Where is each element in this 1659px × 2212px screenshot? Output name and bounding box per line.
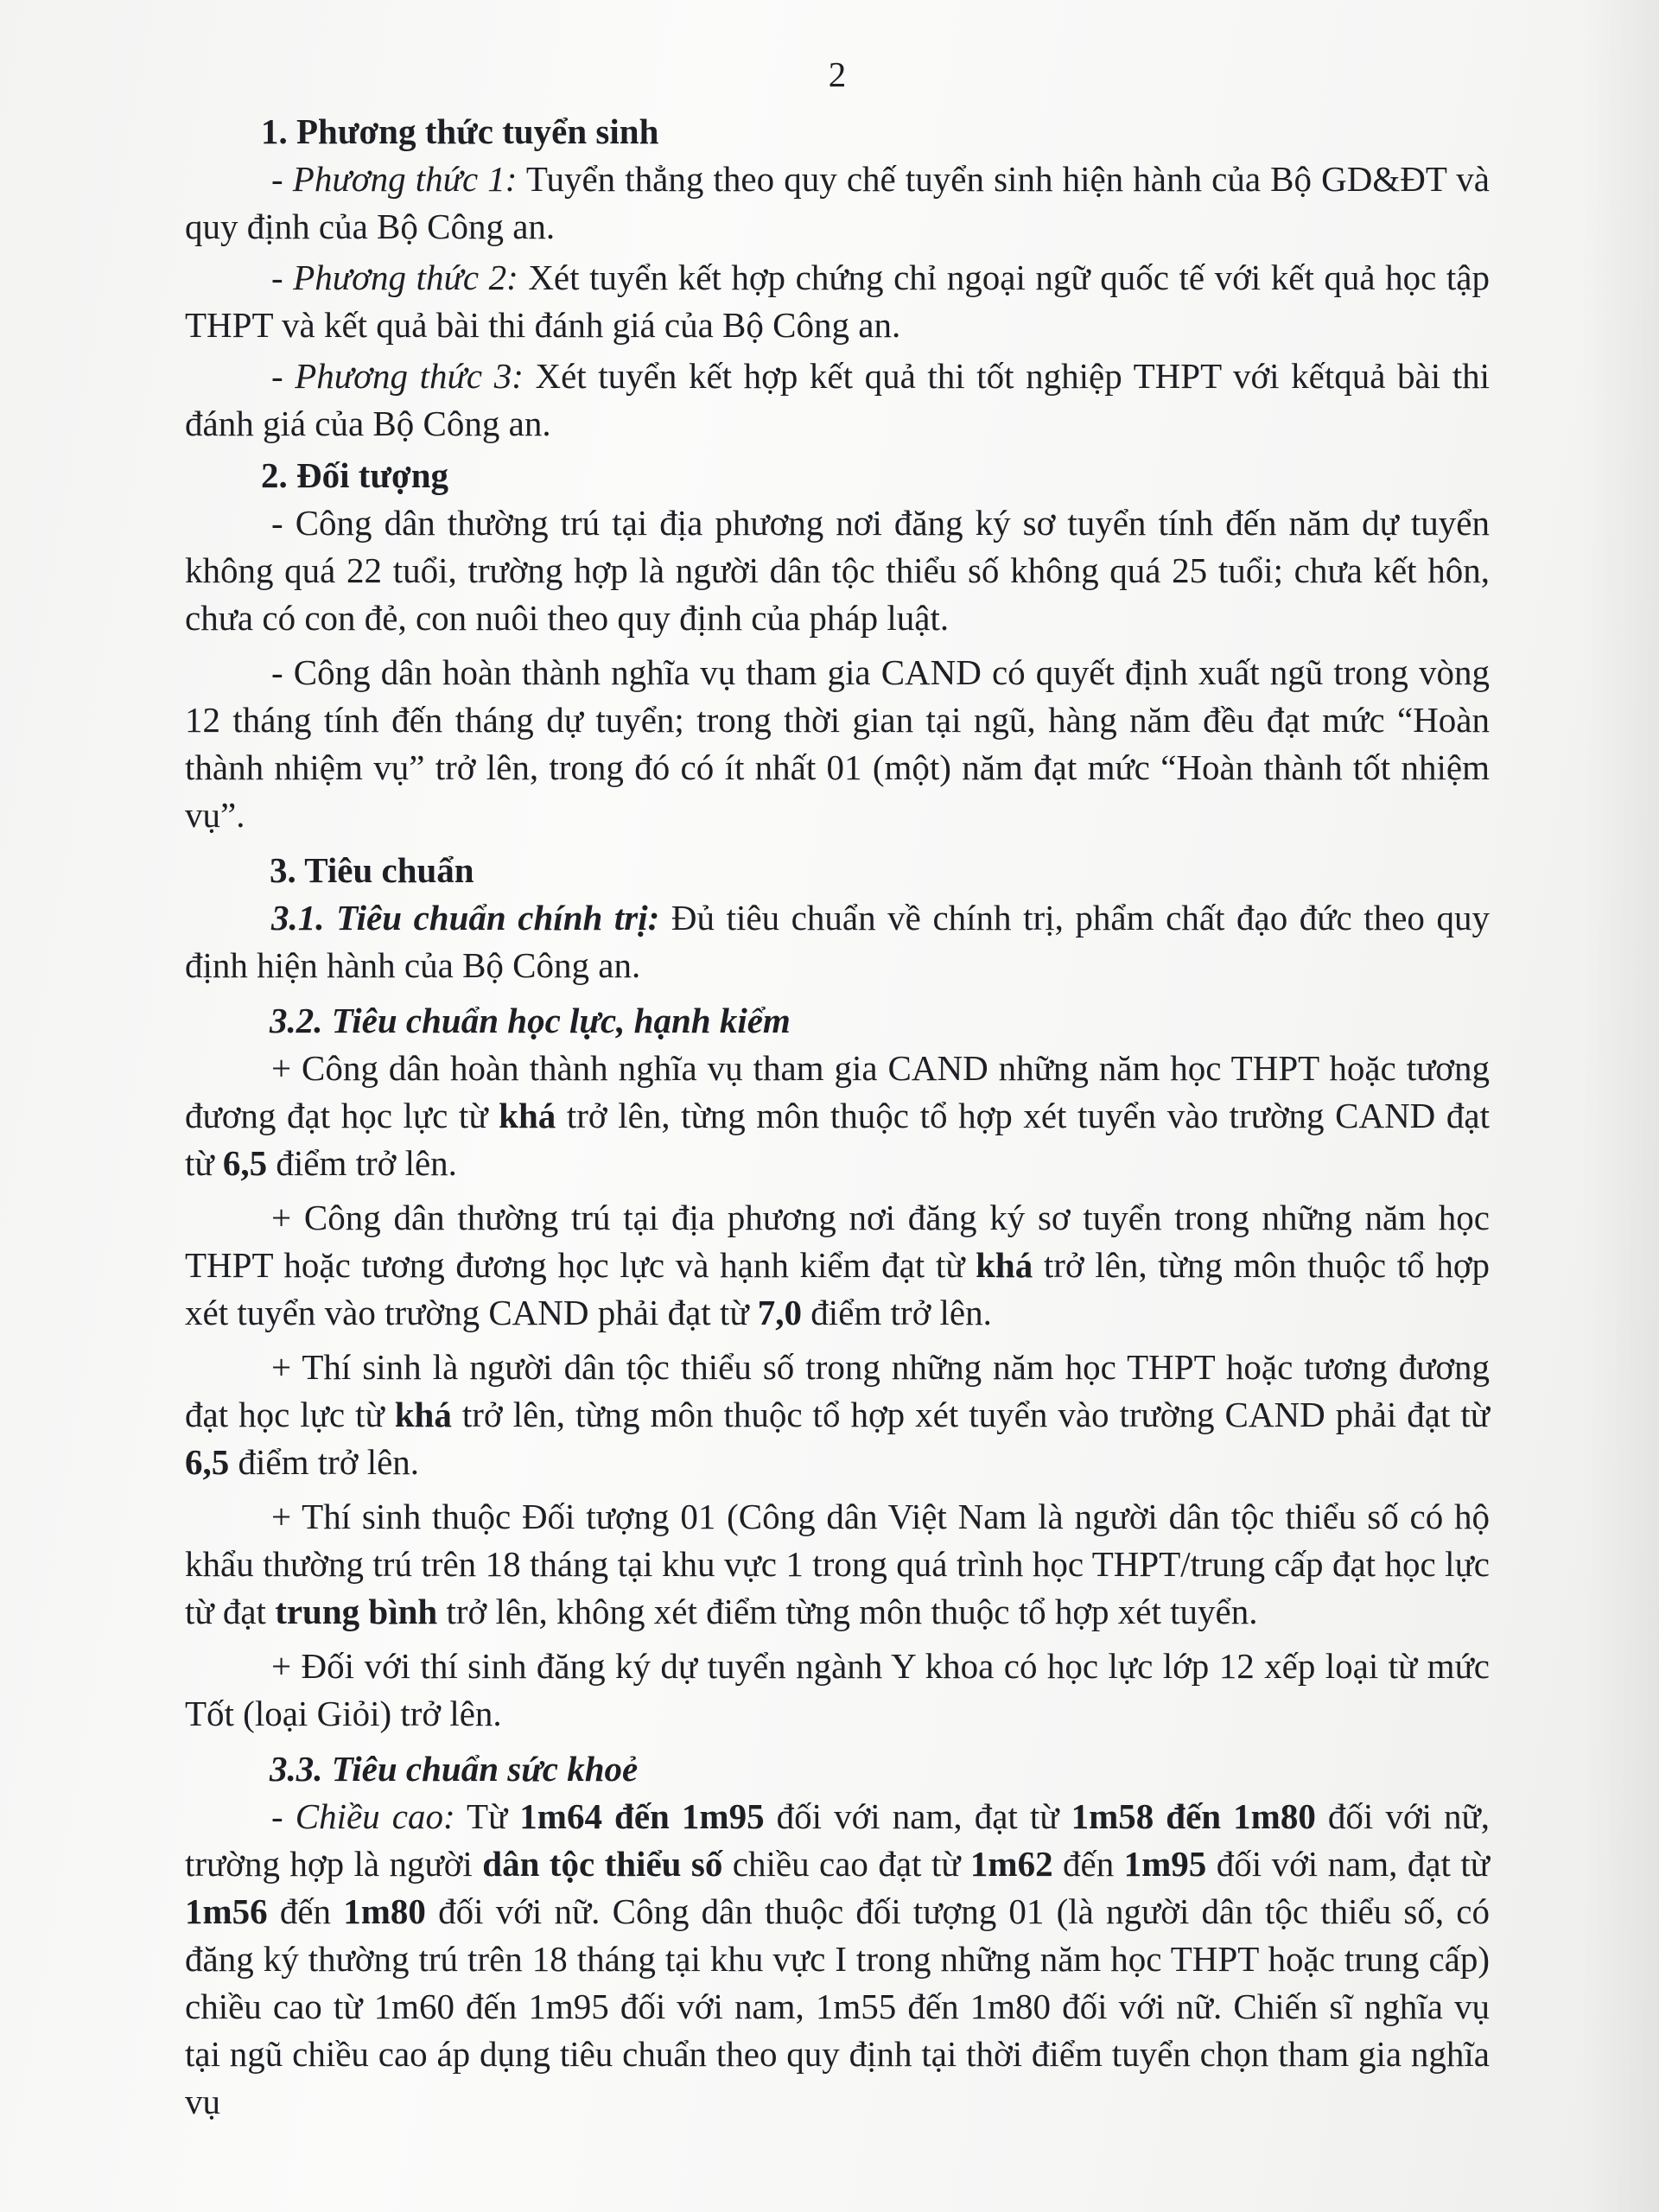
subjects-paragraph-2: - Công dân hoàn thành nghĩa vụ tham gia CAND có quyết định xuất ngũ trong vòng 12 tháng tính đến tháng dự tuyển; trong thời gian tại ngũ, hàng năm đều đạt mức “Hoàn thành nhiệm vụ” trở lên, trong đó có ít nhất 01 (một) năm đạt mức “Hoàn thành tốt nhiệm vụ”. bbox=[185, 652, 1490, 835]
text-run: đối với nam, đạt từ bbox=[1206, 1844, 1490, 1884]
bold-run: 6,5 bbox=[185, 1442, 230, 1482]
bold-run: khá bbox=[499, 1096, 556, 1135]
text-run: đến bbox=[267, 1891, 344, 1931]
text-run: điểm trở lên. bbox=[267, 1143, 457, 1183]
academic-paragraph-3 bbox=[185, 1344, 1490, 1486]
section-heading-subjects: 2. Đối tượng bbox=[261, 455, 449, 495]
method-1-paragraph bbox=[185, 156, 1490, 251]
text-run: điểm trở lên. bbox=[802, 1293, 992, 1332]
text-run: trở lên, không xét điểm từng môn thuộc tổ hợp xét tuyển. bbox=[437, 1592, 1258, 1631]
text-run: đối với nữ, trường hợp là người bbox=[185, 1796, 1491, 1884]
bold-run: 1m80 bbox=[343, 1891, 426, 1931]
text-run: + Thí sinh là người dân tộc thiểu số trong những năm học THPT hoặc tương đương đạt học lực từ bbox=[185, 1347, 1490, 1434]
page-edge-shadow bbox=[1581, 0, 1659, 2212]
academic-paragraph-1 bbox=[185, 1045, 1490, 1187]
text-run: + Công dân hoàn thành nghĩa vụ tham gia CAND những năm học THPT hoặc tương đương đạt học lực từ bbox=[185, 1048, 1490, 1135]
method-2-paragraph bbox=[185, 254, 1490, 349]
text-run: trở lên, từng môn thuộc tổ hợp xét tuyển vào trường CAND phải đạt từ bbox=[185, 1245, 1491, 1332]
bold-run: 1m95 bbox=[1123, 1844, 1207, 1884]
text-run: đối với nam, đạt từ bbox=[764, 1796, 1071, 1836]
text-run: điểm trở lên. bbox=[229, 1442, 420, 1482]
method-1-label: - Phương thức 1: bbox=[271, 159, 518, 199]
text-run: trở lên, từng môn thuộc tổ hợp xét tuyển vào trường CAND phải đạt từ bbox=[451, 1395, 1490, 1434]
height-label: - Chiều cao: bbox=[271, 1796, 455, 1836]
academic-paragraph-4 bbox=[185, 1493, 1490, 1636]
method-3-text: Xét tuyển kết hợp kết quả thi tốt nghiệp THPT với kếtquả bài thi đánh giá của Bộ Công an. bbox=[185, 356, 1491, 443]
section-heading-admission-methods: 1. Phương thức tuyển sinh bbox=[261, 111, 659, 151]
bold-run: khá bbox=[394, 1395, 452, 1434]
text-run: đến bbox=[1052, 1844, 1124, 1884]
text-run: trở lên, từng môn thuộc tổ hợp xét tuyển vào trường CAND đạt từ bbox=[185, 1096, 1490, 1183]
method-2-text: Xét tuyển kết hợp chứng chỉ ngoại ngữ quốc tế với kết quả học tập THPT và kết quả bài thi đánh giá của Bộ Công an. bbox=[185, 257, 1491, 345]
political-criteria-label: 3.1. Tiêu chuẩn chính trị: bbox=[271, 898, 660, 938]
bold-run: khá bbox=[976, 1245, 1033, 1285]
section-heading-criteria: 3. Tiêu chuẩn bbox=[270, 850, 474, 890]
academic-paragraph-5: + Đối với thí sinh đăng ký dự tuyển ngành Y khoa có học lực lớp 12 xếp loại từ mức Tốt (loại Giỏi) trở lên. bbox=[185, 1646, 1490, 1733]
text-run: + Công dân thường trú tại địa phương nơi đăng ký sơ tuyển trong những năm học THPT hoặc tương đương học lực và hạnh kiểm đạt từ bbox=[185, 1198, 1490, 1285]
text-run: đối với nữ. Công dân thuộc đối tượng 01 (là người dân tộc thiểu số, có đăng ký thường trú trên 18 tháng tại khu vực I trong những năm học THPT hoặc trung cấp) chiều cao từ 1m60 đến 1m95 đối với nam, 1m55 đến 1m80 đối với nữ. Chiến sĩ nghĩa vụ tại ngũ chiều cao áp dụng tiêu chuẩn theo quy định tại thời điểm tuyển chọn tham gia nghĩa vụ bbox=[185, 1891, 1490, 2121]
text-run: + Thí sinh thuộc Đối tượng 01 (Công dân Việt Nam là người dân tộc thiểu số có hộ khẩu thường trú trên 18 tháng tại khu vực 1 trong quá trình học THPT/trung cấp đạt học lực từ đạt bbox=[185, 1497, 1490, 1631]
subheading-academic-conduct: 3.2. Tiêu chuẩn học lực, hạnh kiểm bbox=[270, 1001, 791, 1040]
bold-run: 1m58 đến 1m80 bbox=[1071, 1796, 1316, 1836]
bold-run: 6,5 bbox=[222, 1143, 268, 1183]
page-number: 2 bbox=[828, 54, 847, 94]
subheading-health: 3.3. Tiêu chuẩn sức khoẻ bbox=[270, 1749, 639, 1789]
height-paragraph bbox=[185, 1793, 1490, 2126]
bold-run: 1m62 bbox=[969, 1844, 1053, 1884]
method-3-label: - Phương thức 3: bbox=[271, 356, 524, 396]
subjects-paragraph-1: - Công dân thường trú tại địa phương nơi đăng ký sơ tuyển tính đến năm dự tuyển không quá 22 tuổi, trường hợp là người dân tộc thiểu số không quá 25 tuổi; chưa kết hôn, chưa có con đẻ, con nuôi theo quy định của pháp luật. bbox=[185, 503, 1490, 638]
method-2-label: - Phương thức 2: bbox=[271, 257, 518, 297]
text-run: chiều cao đạt từ bbox=[722, 1844, 970, 1884]
method-3-paragraph bbox=[185, 353, 1490, 448]
political-criteria-paragraph bbox=[185, 894, 1490, 989]
bold-run: trung bình bbox=[275, 1592, 438, 1631]
academic-paragraph-2 bbox=[185, 1194, 1490, 1337]
bold-run: dân tộc thiểu số bbox=[482, 1844, 723, 1884]
method-1-text: Tuyển thẳng theo quy chế tuyển sinh hiện hành của Bộ GD&ĐT và quy định của Bộ Công an. bbox=[185, 159, 1490, 246]
political-criteria-text: Đủ tiêu chuẩn về chính trị, phẩm chất đạo đức theo quy định hiện hành của Bộ Công an. bbox=[185, 898, 1490, 985]
bold-run: 1m64 đến 1m95 bbox=[519, 1796, 765, 1836]
bold-run: 1m56 bbox=[185, 1891, 268, 1931]
bold-run: 7,0 bbox=[757, 1293, 803, 1332]
text-run: Từ bbox=[454, 1796, 520, 1836]
